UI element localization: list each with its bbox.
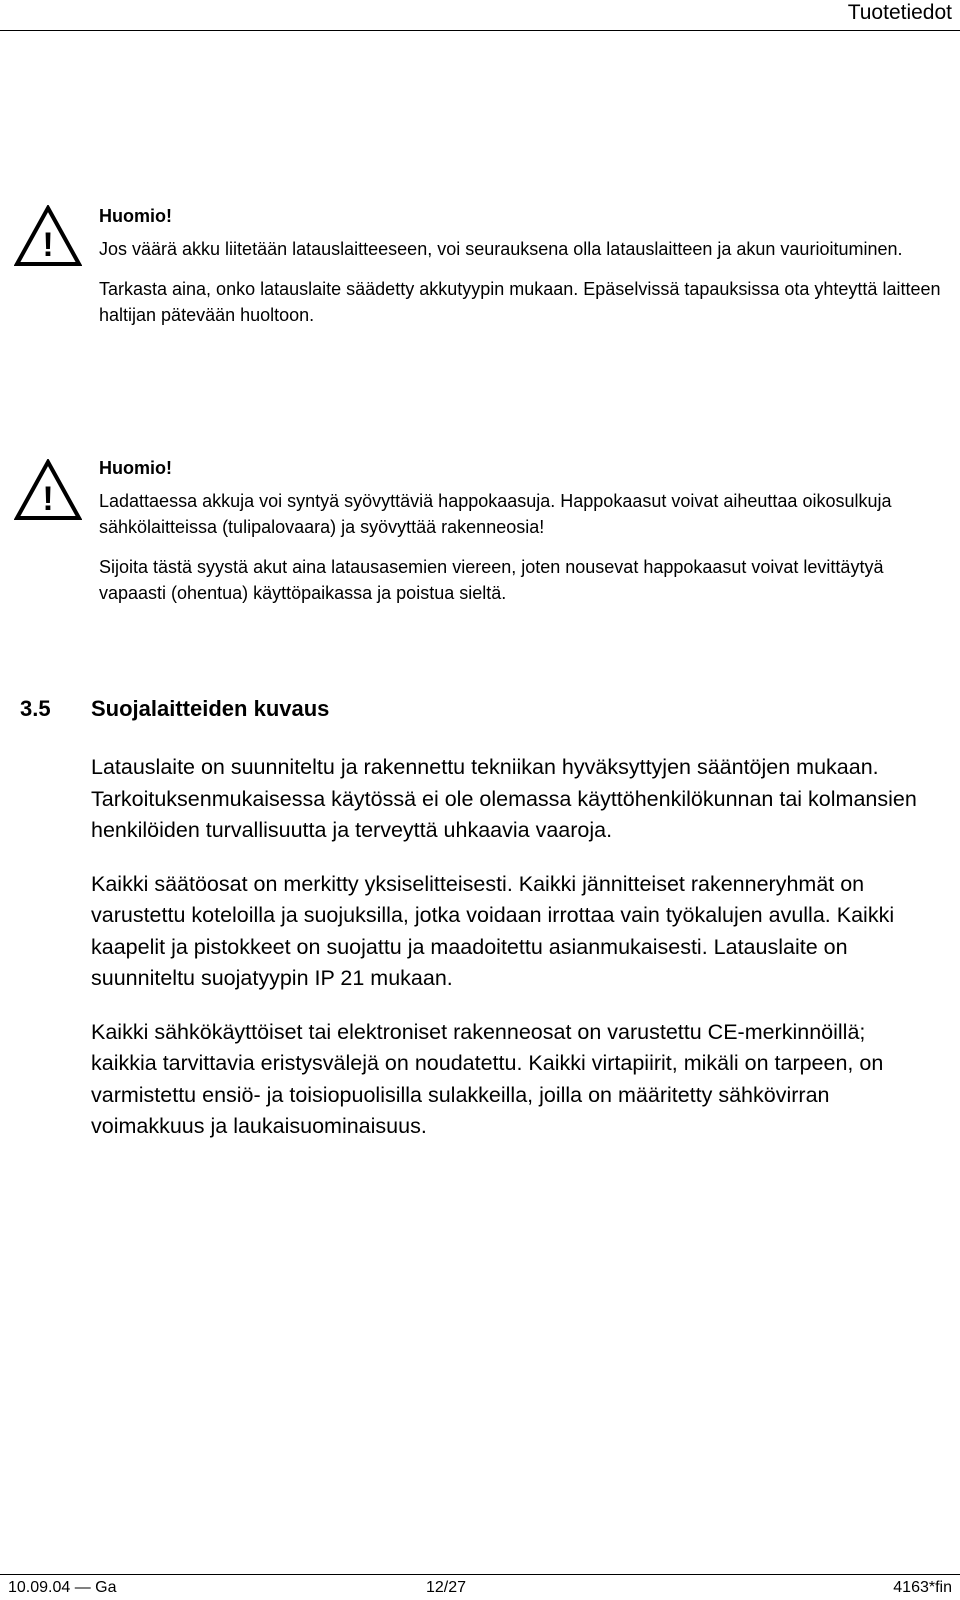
footer-document-id: 4163*fin: [893, 1579, 952, 1596]
notice-paragraph: Sijoita tästä syystä akut aina latausasemien viereen, joten nousevat happokaasut voivat levittäytyä vapaasti (ohentua) käyttöpaikassa ja poistua sieltä.: [99, 557, 884, 603]
section-paragraph: Latauslaite on suunniteltu ja rakennettu tekniikan hyväksyttyjen sääntöjen mukaan. Tarkoituksenmukaisessa käytössä ei ole olemassa käyttöhenkilökunnan tai kolmansien henkilöiden turvallisuutta ja terveyttä uhkaavia vaaroja.: [91, 755, 917, 842]
footer-page-number: 12/27: [426, 1579, 467, 1596]
svg-text:!: !: [42, 226, 54, 264]
notice-paragraph: Jos väärä akku liitetään latauslaitteeseen, voi seurauksena olla latauslaitteen ja akun vaurioituminen.: [99, 239, 903, 259]
footer-date-code: 10.09.04 — Ga: [8, 1579, 117, 1596]
notice-paragraph: Ladattaessa akkuja voi syntyä syövyttäviä happokaasuja. Happokaasut voivat aiheuttaa oikosulkuja sähkölaitteissa (tulipalovaara) ja syövyttää rakenneosia!: [99, 491, 892, 537]
notice-battery-mismatch: [99, 203, 949, 342]
page-header-title: Tuotetiedot: [847, 1, 952, 24]
warning-icon: [14, 459, 82, 521]
svg-text:!: !: [42, 480, 54, 518]
header-divider: [0, 30, 960, 31]
notice-heading: Huomio!: [99, 206, 172, 226]
notice-paragraph: Tarkasta aina, onko latauslaite säädetty akkutyypin mukaan. Epäselvissä tapauksissa ota yhteyttä laitteen haltijan pätevään huoltoon.: [99, 279, 941, 325]
notice-heading: Huomio!: [99, 458, 172, 478]
section-body: [91, 752, 936, 1165]
footer-divider: [0, 1574, 960, 1575]
section-heading: [20, 693, 329, 725]
warning-icon: [14, 205, 82, 267]
section-paragraph: Kaikki säätöosat on merkitty yksiselitteisesti. Kaikki jännitteiset rakenneryhmät on varustettu koteloilla ja suojuksilla, jotka voidaan irrottaa vain työkalujen avulla. Kaikki kaapelit ja pistokkeet on suojattu ja maadoitettu asianmukaisesti. Latauslaite on suunniteltu suojatyypin IP 21 mukaan.: [91, 871, 895, 990]
section-paragraph: Kaikki sähkökäyttöiset tai elektroniset rakenneosat on varustettu CE-merkinnöillä; kaikkia tarvittavia eristysvälejä on noudatettu. Kaikki virtapiirit, mikäli on tarpeen, on varmistettu ensiö- ja toisiopuolisilla sulakkeilla, joilla on määritetty sähkövirran voimakkuus ja laukaisuominaisuus.: [91, 1019, 884, 1138]
notice-acid-gases: [99, 455, 949, 620]
section-number: 3.5: [20, 696, 51, 721]
section-title: Suojalaitteiden kuvaus: [91, 696, 330, 721]
